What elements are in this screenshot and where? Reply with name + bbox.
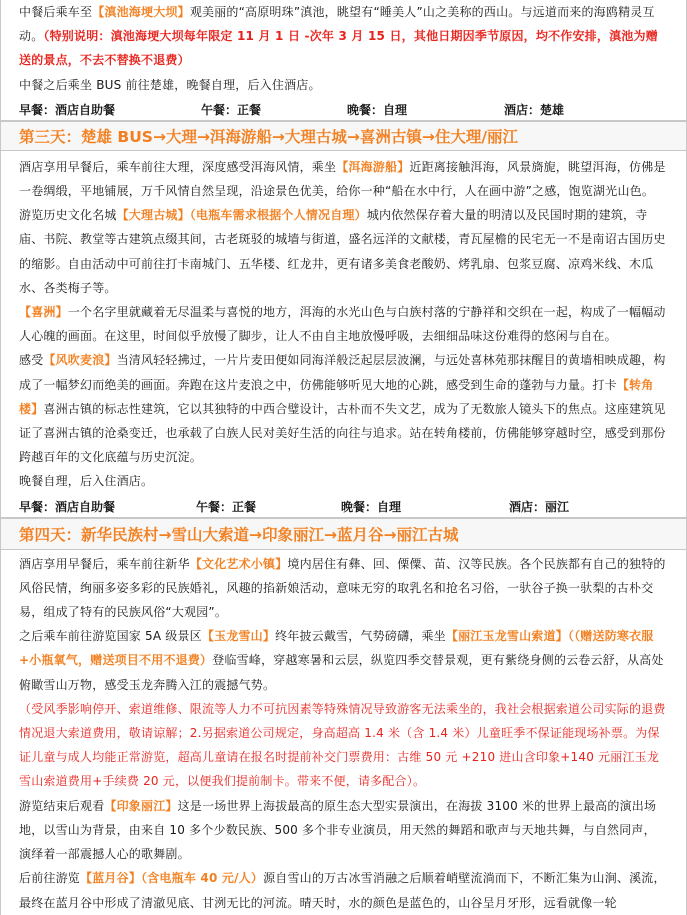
hotel-label: 酒店：丽江	[509, 499, 570, 514]
day4-header	[1, 518, 686, 550]
text: 后前往游览	[19, 871, 81, 886]
day3-meals-row	[1, 494, 686, 518]
text: 终年披云戴雪，气势磅礴，乘坐	[275, 629, 446, 644]
text: 近距离接触洱海，风景旖旎，眺望洱海，仿佛是一卷绸缎，平地铺展，万千风情自然呈现，沿途景色优美，给你一种“船在水中行，人在画中游”之感，饱览湖光山色。	[19, 159, 666, 199]
text: 酒店享用早餐后，乘车前往新华	[19, 556, 190, 571]
day2-section	[1, 0, 686, 97]
text: 源自雪山的万古冰雪消融之后顺着峭壁流淌而下，不断汇集为山涧、溪流，最终在蓝月谷中形成了清澈见底、甘洌无比的河流。晴天时，水的颜色是蓝色的，山谷呈月牙形，远看就像一轮	[19, 871, 666, 910]
text: 登临雪峰，穿越寒暑和云层，纵览四季交替景观，更有紫绕身侧的云卷云舒，从高处俯瞰雪山万物，感受玉龙奔腾入江的震撼气势。	[19, 653, 664, 692]
special-note: （特别说明：滇池海埂大坝每年限定 11 月 1 日 -次年 3 月 15 日，其他日期因季节原因，均不作安排，滇池为赠送的景点，不去不替换不退费）	[19, 29, 658, 68]
attraction-dali-oldtown: 【大理古城】（电瓶车需求根据个人情况自理）	[116, 208, 367, 223]
day4-section	[1, 550, 686, 915]
day4-cableway-notice	[19, 697, 668, 794]
text: 游览结束后观看	[19, 798, 105, 813]
attraction-cableway: 【丽江玉龙雪山索道】（	[445, 629, 575, 644]
day2-paragraph-lake	[19, 0, 668, 73]
attraction-wheat-waves: 【风吹麦浪】	[43, 353, 117, 368]
attraction-yulong-mountain: 【玉龙雪山】	[201, 629, 276, 644]
attraction-impression-lijiang: 【印象丽江】	[104, 798, 178, 813]
lunch-label: 午餐：正餐	[196, 499, 257, 514]
dinner-label: 晚餐：自理	[341, 499, 402, 514]
attraction-erhai-cruise: 【洱海游船】	[336, 159, 410, 174]
day4-paragraph-blue-moon	[19, 866, 668, 914]
text: 这是一场世界上海拔最高的原生态大型实景演出，在海拔 3100 米的世界上最高的演出场地，以雪山为背景，由来自 10 多个少数民族、500 多个非专业演员，用天然的舞蹈和歌声与天地共舞，与自然同声，演绎着一部震撼人心的歌舞剧。	[19, 798, 657, 862]
day3-paragraph-xizhou	[19, 300, 668, 348]
day3-section	[1, 151, 686, 494]
day4-paragraph-impression	[19, 794, 668, 867]
attraction-xizhou: 【喜洲】	[19, 305, 68, 320]
text: 城内依然保存着大量的明清以及民国时期的建筑，寺庙、书院、教堂等古建筑点缀其间，古老斑驳的城墙与街道，盛名远洋的文献楼，青瓦屋檐的民宅无一不是南诏古国历史的缩影。自由活动中可前往打卡南城门、五华楼、红龙井，更有诸多美食老酸奶、烤乳扇、包浆豆腐、凉鸡米线、木瓜水、各类梅子等。	[19, 208, 666, 295]
lunch-label: 午餐：正餐	[201, 102, 262, 117]
text: 之后乘车前往游览国家 5A 级景区	[19, 629, 202, 644]
attraction-culture-town: 【文化艺术小镇】	[189, 556, 288, 571]
text: 一个名字里就藏着无尽温柔与喜悦的地方，洱海的水光山色与白族村落的宁静祥和交织在一起，构成了一幅幅动人心魄的画面。在这里，时间似乎放慢了脚步，让人不由自主地放慢呼吸，去细细品味这份难得的悠闲与自在。	[19, 305, 666, 344]
day4-title: 第四天：新华民族村→雪山大索道→印象丽江→蓝月谷→丽江古城	[19, 525, 459, 544]
day3-header	[1, 121, 686, 151]
dinner-label: 晚餐：自理	[347, 102, 408, 117]
attraction-dianchi: 【滇池海埂大坝】	[92, 5, 190, 19]
day2-paragraph-bus: 中餐之后乘坐 BUS 前往楚雄，晚餐自理，后入住酒店。	[19, 77, 321, 92]
day3-paragraph-oldtown	[19, 203, 668, 300]
text: 观美丽的“高原明珠”滇池，眺望有“睡美人”山之美称的西山。与远道而来的海鸥精灵互动。	[19, 5, 655, 44]
text: 当清风轻轻拂过，一片片麦田便如同海洋般泛起层层波澜，与远处喜林苑那抹醒目的黄墙相映成趣，构成了一幅梦幻而绝美的画面。奔跑在这片麦浪之中，仿佛能够听见大地的心跳，感受到生命的蓬勃与力量。打卡	[19, 353, 666, 392]
day3-paragraph-dinner: 晚餐自理，后入住酒店。	[19, 474, 154, 489]
attraction-corner-building: 【转角楼】	[19, 377, 654, 416]
text: 酒店享用早餐后，乘车前往大理，深度感受洱海风情，乘坐	[19, 159, 337, 174]
text: 感受	[19, 353, 44, 368]
text: 游览历史文化名城	[19, 208, 117, 223]
attraction-blue-moon-valley: 【蓝月谷】（含电瓶车 40 元/人）	[80, 871, 264, 886]
day4-paragraph-village	[19, 552, 668, 625]
text: 喜洲古镇的标志性建筑，它以其独特的中西合璧设计，古朴而不失文艺，成为了无数旅人镜头下的焦点。这座建筑见证了喜洲古镇的沧桑变迁，也承载了白族人民对美好生活的向往与追求。站在转角楼前，仿佛能够穿越时空，感受到那份跨越百年的文化底蕴与历史沉淀。	[19, 401, 666, 465]
text: 中餐后乘车至	[19, 5, 93, 19]
gift-note: （赠送防寒衣服+小瓶氧气，赠送项目不用不退费）	[19, 629, 654, 668]
day3-title: 第三天：楚雄 BUS→大理→洱海游船→大理古城→喜洲古镇→住大理/丽江	[19, 127, 519, 146]
text: 境内居住有彝、回、傈僳、苗、汉等民族。各个民族都有自己的独特的风俗民情，绚丽多姿多彩的民族婚礼，风趣的掐新娘活动，意味无穷的取乳名和抢名习俗，一驮谷子换一驮梨的古朴交易，组成了特有的民族风俗“大观园”。	[19, 556, 666, 620]
day3-paragraph-erhai	[19, 155, 668, 203]
breakfast-label: 早餐：酒店自助餐	[19, 102, 116, 117]
day3-paragraph-wheat	[19, 348, 668, 469]
breakfast-label: 早餐：酒店自助餐	[19, 499, 116, 514]
day4-paragraph-snow-mountain	[19, 624, 668, 697]
hotel-label: 酒店：楚雄	[504, 102, 565, 117]
notice-text: （受风季影响停开、索道维修、限流等人力不可抗因素等特殊情况导致游客无法乘坐的，我社会根据索道公司实际的退费情况退大索道费用，敬请谅解；2.另据索道公司规定，身高超高 1.4 米（含 1.4 米）儿童旺季不保证能现场补票。为保证儿童与成人均能正常游览，超高儿童请在报名时提前补交门票费用：古维 50 元 +210 进山含印象+140 元丽江玉龙雪山索道费用+手续费 20 元，以便我们提前制卡。带来不便，请多配合）。	[19, 701, 666, 789]
day2-meals-row	[1, 97, 686, 121]
